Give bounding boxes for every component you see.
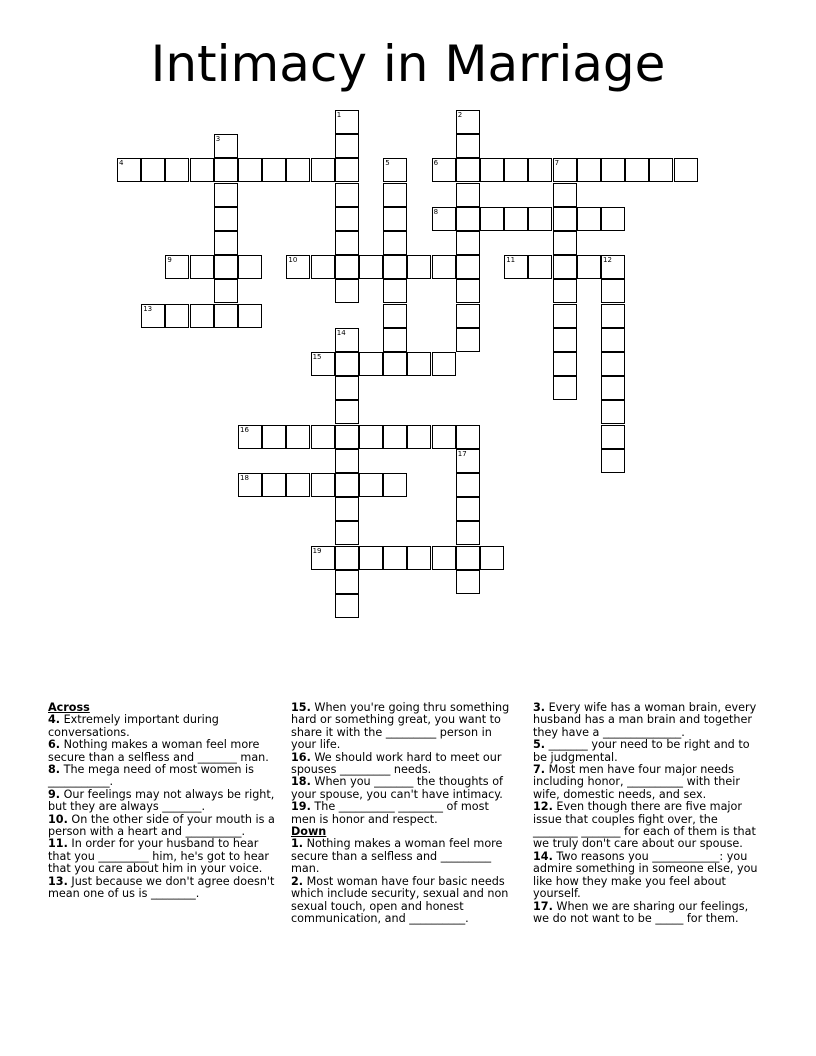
clue-across-16: 16. We should work hard to meet our spouses _________ needs. — [291, 750, 502, 777]
grid-cell[interactable] — [553, 207, 577, 231]
grid-cell[interactable] — [359, 473, 383, 497]
grid-cell[interactable] — [456, 497, 480, 521]
grid-cell[interactable] — [456, 570, 480, 594]
clue-down-5: 5. _______ your need to be right and to be judgmental. — [533, 738, 750, 764]
cell-number: 11 — [506, 256, 516, 265]
grid-cell[interactable] — [238, 255, 262, 279]
grid-cell[interactable] — [553, 376, 577, 400]
grid-cell[interactable] — [432, 352, 456, 376]
grid-cell[interactable] — [553, 158, 577, 182]
clue-across-13: 13. Just because we don't agree doesn't mean one of us is ________. — [48, 874, 275, 901]
cell-number: 7 — [554, 159, 560, 168]
grid-cell[interactable] — [190, 304, 214, 328]
grid-cell[interactable] — [141, 304, 165, 328]
clue-across-4: 4. Extremely important during conversations. — [48, 713, 219, 739]
cell-number: 5 — [385, 159, 390, 168]
grid-cell[interactable] — [335, 473, 359, 497]
grid-cell[interactable] — [383, 158, 407, 182]
clue-down-3: 3. Every wife has a woman brain, every husband has a man brain and together they have a ______________. — [533, 701, 757, 739]
grid-cell[interactable] — [456, 158, 480, 182]
grid-cell[interactable] — [238, 304, 262, 328]
grid-cell[interactable] — [601, 376, 625, 400]
grid-cell[interactable] — [383, 352, 407, 376]
cell-number: 9 — [167, 256, 172, 265]
across-heading: Across — [48, 701, 90, 714]
cell-number: 17 — [457, 449, 467, 458]
clues-column-2 — [291, 702, 513, 925]
grid-cell[interactable] — [359, 546, 383, 570]
grid-cell[interactable] — [335, 497, 359, 521]
grid-cell[interactable] — [383, 546, 407, 570]
grid-cell[interactable] — [141, 158, 165, 182]
grid-cell[interactable] — [601, 400, 625, 424]
grid-cell[interactable] — [553, 231, 577, 255]
grid-cell[interactable] — [504, 158, 528, 182]
grid-cell[interactable] — [262, 158, 286, 182]
grid-cell[interactable] — [553, 183, 577, 207]
clue-down-1: 1. Nothing makes a woman feel more secure than a selfless and _________ man. — [291, 837, 503, 876]
grid-cell[interactable] — [601, 279, 625, 303]
cell-number: 19 — [312, 546, 322, 555]
grid-cell[interactable] — [456, 546, 480, 570]
grid-cell[interactable] — [311, 255, 335, 279]
grid-cell[interactable] — [335, 376, 359, 400]
cell-number: 8 — [433, 207, 439, 216]
grid-cell[interactable] — [335, 207, 359, 231]
grid-cell[interactable] — [383, 183, 407, 207]
grid-cell[interactable] — [553, 304, 577, 328]
grid-cell[interactable] — [553, 352, 577, 376]
clue-across-8: 8. The mega need of most women is ___________. — [48, 763, 254, 789]
grid-cell[interactable] — [311, 546, 335, 570]
grid-cell[interactable] — [311, 425, 335, 449]
grid-cell[interactable] — [359, 352, 383, 376]
grid-cell[interactable] — [335, 158, 359, 182]
grid-cell[interactable] — [190, 158, 214, 182]
grid-cell[interactable] — [577, 207, 601, 231]
grid-cell[interactable] — [601, 352, 625, 376]
grid-cell[interactable] — [383, 231, 407, 255]
cell-number: 1 — [336, 111, 342, 119]
grid-cell[interactable] — [214, 207, 238, 231]
grid-cell[interactable] — [456, 328, 480, 352]
cell-number: 2 — [457, 111, 463, 119]
grid-cell[interactable] — [625, 158, 649, 182]
grid-cell[interactable] — [335, 570, 359, 594]
grid-cell[interactable] — [601, 255, 625, 279]
grid-cell[interactable] — [528, 255, 552, 279]
grid-cell[interactable] — [553, 255, 577, 279]
grid-cell[interactable] — [117, 158, 141, 182]
grid-cell[interactable] — [165, 158, 189, 182]
cell-number: 16 — [240, 425, 249, 434]
grid-cell[interactable] — [335, 183, 359, 207]
grid-cell[interactable] — [165, 255, 189, 279]
grid-cell[interactable] — [335, 255, 359, 279]
grid-cell[interactable] — [335, 425, 359, 449]
grid-cell[interactable] — [407, 546, 431, 570]
grid-cell[interactable] — [214, 255, 238, 279]
grid-cell[interactable] — [432, 425, 456, 449]
grid-cell[interactable] — [601, 425, 625, 449]
grid-cell[interactable] — [286, 255, 310, 279]
grid-cell[interactable] — [335, 449, 359, 473]
clue-across-19: 19. The __________ ________ of most men is honor and respect. — [291, 800, 489, 826]
grid-cell[interactable] — [432, 207, 456, 231]
grid-cell[interactable] — [359, 425, 383, 449]
grid-cell[interactable] — [165, 304, 189, 328]
grid-cell[interactable] — [407, 425, 431, 449]
grid-cell[interactable] — [238, 473, 262, 497]
grid-cell[interactable] — [528, 207, 552, 231]
grid-cell[interactable] — [456, 134, 480, 158]
cell-number: 6 — [433, 159, 439, 168]
clues-column-1 — [48, 702, 283, 901]
clue-across-6: 6. Nothing makes a woman feel more secure than a selfless and _______ man. — [48, 738, 269, 764]
grid-cell[interactable] — [262, 473, 286, 497]
grid-cell[interactable] — [480, 207, 504, 231]
grid-cell[interactable] — [335, 110, 359, 134]
grid-cell[interactable] — [480, 158, 504, 182]
grid-cell[interactable] — [456, 304, 480, 328]
grid-cell[interactable] — [335, 521, 359, 545]
grid-cell[interactable] — [335, 134, 359, 158]
grid-cell[interactable] — [335, 279, 359, 303]
grid-cell[interactable] — [335, 231, 359, 255]
grid-cell[interactable] — [335, 352, 359, 376]
clue-down-17: 17. When we are sharing our feelings, we do not want to be _____ for them. — [533, 899, 749, 925]
grid-cell[interactable] — [359, 255, 383, 279]
grid-cell[interactable] — [214, 134, 238, 158]
grid-cell[interactable] — [577, 255, 601, 279]
grid-cell[interactable] — [456, 255, 480, 279]
grid-cell[interactable] — [456, 231, 480, 255]
grid-cell[interactable] — [407, 255, 431, 279]
grid-cell[interactable] — [383, 207, 407, 231]
grid-cell[interactable] — [238, 158, 262, 182]
grid-cell[interactable] — [383, 328, 407, 352]
clue-across-10: 10. On the other side of your mouth is a person with a heart and __________. — [48, 812, 275, 839]
grid-cell[interactable] — [214, 183, 238, 207]
grid-cell[interactable] — [456, 521, 480, 545]
grid-cell[interactable] — [432, 158, 456, 182]
cell-number: 18 — [240, 474, 249, 482]
grid-cell[interactable] — [335, 328, 359, 352]
grid-cell[interactable] — [649, 158, 673, 182]
clue-across-11: 11. In order for your husband to hear that you _________ him, he's got to hear that you care about him in your voice. — [48, 837, 270, 876]
clue-down-7: 7. Most men have four major needs including honor, __________ with their wife, domestic needs, and sex. — [533, 763, 740, 801]
cell-number: 15 — [312, 353, 322, 361]
grid-cell[interactable] — [601, 304, 625, 328]
grid-cell[interactable] — [456, 449, 480, 473]
grid-cell[interactable] — [601, 449, 625, 473]
clue-down-2: 2. Most woman have four basic needs which include security, sexual and non sexual touch, open and honest communication, and __________. — [291, 874, 509, 925]
grid-cell[interactable] — [456, 183, 480, 207]
grid-cell[interactable] — [383, 425, 407, 449]
clue-down-14: 14. Two reasons you ____________: you admire something in someone else, you like how they make you feel about yourself. — [533, 849, 758, 901]
grid-cell[interactable] — [528, 158, 552, 182]
clue-down-12: 12. Even though there are five major issue that couples fight over, the ________ _______ for each of them is that we truly don't care about our spouse. — [533, 800, 756, 851]
grid-cell[interactable] — [553, 279, 577, 303]
grid-cell[interactable] — [335, 546, 359, 570]
grid-cell[interactable] — [311, 352, 335, 376]
grid-cell[interactable] — [432, 255, 456, 279]
grid-cell[interactable] — [214, 231, 238, 255]
grid-cell[interactable] — [286, 473, 310, 497]
grid-cell[interactable] — [456, 425, 480, 449]
grid-cell[interactable] — [601, 158, 625, 182]
grid-cell[interactable] — [262, 425, 286, 449]
grid-cell[interactable] — [456, 110, 480, 134]
clue-across-15: 15. When you're going thru something hard or something great, you want to share it with the _________ person in your life. — [291, 701, 510, 752]
page-title: Intimacy in Marriage — [150, 35, 666, 93]
grid-cell[interactable] — [553, 328, 577, 352]
cell-number: 13 — [143, 304, 153, 313]
clue-across-18: 18. When you _______ the thoughts of your spouse, you can't have intimacy. — [291, 775, 503, 801]
grid-cell[interactable] — [286, 158, 310, 182]
clue-across-9: 9. Our feelings may not always be right, but they are always _______. — [48, 787, 275, 814]
grid-cell[interactable] — [456, 473, 480, 497]
grid-cell[interactable] — [383, 279, 407, 303]
grid-cell[interactable] — [407, 352, 431, 376]
down-heading: Down — [291, 825, 327, 839]
grid-cell[interactable] — [601, 328, 625, 352]
grid-cell[interactable] — [601, 207, 625, 231]
grid-cell[interactable] — [214, 279, 238, 303]
grid-cell[interactable] — [456, 279, 480, 303]
grid-cell[interactable] — [190, 255, 214, 279]
cell-number: 12 — [603, 256, 612, 265]
grid-cell[interactable] — [480, 546, 504, 570]
cell-number: 10 — [288, 256, 298, 265]
grid-cell[interactable] — [383, 255, 407, 279]
grid-cell[interactable] — [674, 158, 698, 182]
grid-cell[interactable] — [238, 425, 262, 449]
grid-cell[interactable] — [311, 473, 335, 497]
grid-cell[interactable] — [214, 304, 238, 328]
grid-cell[interactable] — [335, 400, 359, 424]
grid-cell[interactable] — [286, 425, 310, 449]
grid-cell[interactable] — [383, 304, 407, 328]
grid-cell[interactable] — [577, 158, 601, 182]
clues-column-3 — [533, 702, 761, 925]
grid-cell[interactable] — [504, 207, 528, 231]
grid-cell[interactable] — [214, 158, 238, 182]
grid-cell[interactable] — [432, 546, 456, 570]
grid-cell[interactable] — [383, 473, 407, 497]
grid-cell[interactable] — [504, 255, 528, 279]
cell-number: 3 — [215, 135, 221, 144]
grid-cell[interactable] — [335, 594, 359, 618]
cell-number: 14 — [336, 328, 346, 337]
grid-cell[interactable] — [311, 158, 335, 182]
grid-cell[interactable] — [456, 207, 480, 231]
cell-number: 4 — [119, 159, 124, 168]
